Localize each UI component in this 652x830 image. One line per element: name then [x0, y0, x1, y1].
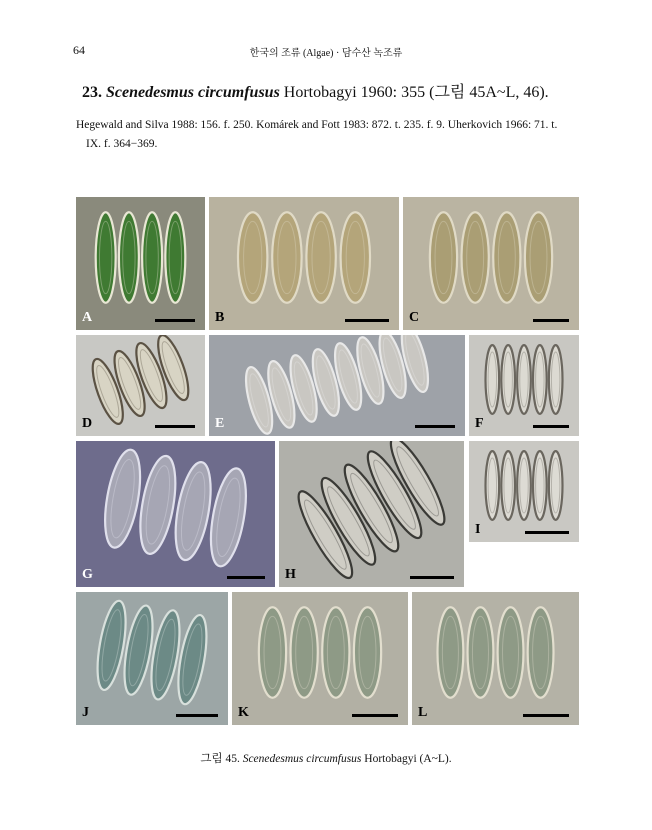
micrograph-c [403, 197, 579, 330]
plate-e [209, 335, 465, 436]
caption-species: Scenedesmus circumfusus [242, 753, 362, 765]
plate-label: G [82, 567, 93, 582]
section-title [82, 79, 549, 102]
algal-cell [533, 345, 547, 414]
plate-a [76, 197, 205, 330]
plate-label: E [215, 416, 225, 431]
algal-cell [169, 460, 217, 563]
plate-l [412, 592, 579, 725]
algal-cell [528, 607, 554, 697]
algal-cell [493, 212, 520, 302]
section-number: 23. [82, 84, 102, 101]
scale-bar [155, 319, 195, 322]
scale-bar [176, 714, 218, 717]
micrograph-b [209, 197, 399, 330]
algal-cell [238, 212, 267, 302]
algal-cell [341, 212, 370, 302]
reference-line-1: Hegewald and Silva 1988: 156. f. 250. Komárek and Fott 1983: 872. t. 235. f. 9. Uherkovich 1966: 71. t. [76, 119, 558, 131]
plate-j [76, 592, 228, 725]
algal-cell [99, 447, 147, 550]
scale-bar [415, 425, 455, 428]
micrograph-i [469, 441, 579, 542]
plate-f [469, 335, 579, 436]
page-number: 64 [73, 43, 85, 57]
caption-suffix: Hortobagyi (A~L). [361, 753, 452, 765]
plate-label: H [285, 567, 296, 582]
species-name: Scenedesmus circumfusus [106, 84, 280, 101]
scale-bar [533, 319, 569, 322]
micrograph-k [232, 592, 408, 725]
algal-cell [291, 607, 318, 697]
plate-label: C [409, 310, 420, 325]
reference-line-2: IX. f. 364−369. [86, 138, 158, 150]
plate-label: L [418, 705, 428, 720]
plate-label: D [82, 416, 93, 431]
plate-label: I [475, 522, 481, 537]
algal-cell [259, 607, 286, 697]
plate-label: F [475, 416, 484, 431]
plate-label: A [82, 310, 93, 325]
algal-cell [501, 345, 515, 414]
algal-cell [142, 212, 162, 302]
references [76, 116, 586, 154]
algal-cell [549, 345, 563, 414]
plate-i [469, 441, 579, 542]
algal-cell [96, 212, 116, 302]
algal-cell [517, 345, 531, 414]
scale-bar [345, 319, 389, 322]
algal-cell [549, 451, 563, 520]
plate-c [403, 197, 579, 330]
plate-label: J [82, 705, 89, 720]
algal-cell [437, 607, 463, 697]
scale-bar [525, 531, 569, 534]
algal-cell [119, 212, 139, 302]
algal-cell [462, 212, 489, 302]
algal-cell [205, 466, 253, 569]
algal-cell [486, 451, 500, 520]
plate-d [76, 335, 205, 436]
caption-prefix: 그림 45. [200, 753, 243, 765]
scale-bar [155, 425, 195, 428]
algal-cell [525, 212, 552, 302]
algal-cell [354, 607, 381, 697]
title-authority: Hortobagyi 1960: 355 (그림 45A~L, 46). [279, 84, 549, 101]
plate-k [232, 592, 408, 725]
algal-cell [430, 212, 457, 302]
scale-bar [227, 576, 265, 579]
plate-b [209, 197, 399, 330]
running-head: 한국의 조류 (Algae) · 담수산 녹조류 [249, 48, 403, 59]
micrograph-h [279, 441, 464, 587]
algal-cell [468, 607, 494, 697]
algal-cell [486, 345, 500, 414]
plate-g [76, 441, 275, 587]
micrograph-g [76, 441, 275, 587]
scale-bar [533, 425, 569, 428]
algal-cell [498, 607, 524, 697]
micrograph-l [412, 592, 579, 725]
algal-cell [134, 453, 182, 556]
plate-h [279, 441, 464, 587]
micrograph-e [209, 335, 465, 436]
micrograph-f [469, 335, 579, 436]
algal-cell [501, 451, 515, 520]
plate-label: B [215, 310, 225, 325]
algal-cell [165, 212, 185, 302]
micrograph-d [76, 335, 205, 436]
scale-bar [410, 576, 454, 579]
algal-cell [322, 607, 349, 697]
figure-caption [0, 750, 652, 766]
algal-cell [533, 451, 547, 520]
plate-label: K [238, 705, 249, 720]
scale-bar [523, 714, 569, 717]
scale-bar [352, 714, 398, 717]
micrograph-a [76, 197, 205, 330]
algal-cell [517, 451, 531, 520]
algal-cell [272, 212, 301, 302]
algal-cell [306, 212, 335, 302]
micrograph-j [76, 592, 228, 725]
